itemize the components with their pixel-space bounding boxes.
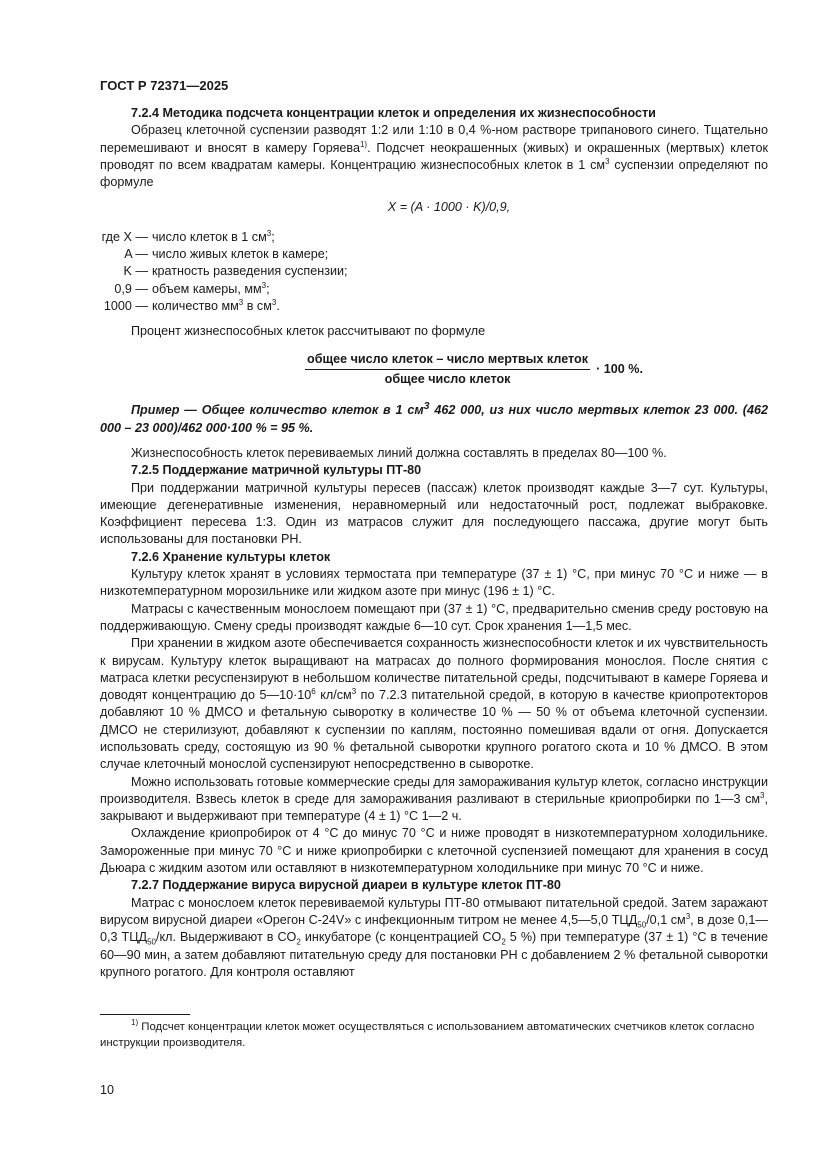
paragraph: Матрасы с качественным монослоем помещают при (37 ± 1) °С, предварительно сменив среду ростовую на поддерживающую. Смену среды производят каждые 6—10 сут. Срок хранения 1—1,5 мес. [100,601,768,633]
formula-concentration: X = (A · 1000 · K)/0,9, [387,200,511,215]
paragraph: Процент жизнеспособных клеток рассчитывают по формуле [131,324,486,339]
page-number: 10 [100,1083,115,1097]
fraction-multiplier: · 100 %. [596,361,643,376]
page-body [100,105,768,981]
paragraph: Можно использовать готовые коммерческие среды для замораживания культур клеток, согласно инструкции производителя. Взвесь клеток в среде для замораживания разливают в стерильные криопробирки по 1—3 $см^3$, закрывают и выдерживают при температуре (4 ± 1) °С 1—2 ч. [100,774,768,824]
definition-row: 0,9 — объем камеры, $мм^3$; [114,280,270,296]
fraction-numerator: общее число клеток – число мертвых клеток [305,351,590,370]
fraction-denominator: общее число клеток [384,371,511,386]
paragraph: Матрас с монослоем клеток перевиваемой культуры ПТ-80 отмывают питательной средой. Затем заражают вирусом вирусной диареи «Орегон С-24V» с инфекционным титром не менее 4,5—5,0 $ТЦД_{50}/0,1$ $см^3$, в дозе 0,1—0,3 $ТЦД_{50}/кл$. Выдерживают в $CO_2$ инкубаторе (с концентрацией $CO_2$ 5 %) при температуре (37 ± 1) °С в течение 60—90 мин, а затем добавляют питательную среду для постановки РН с добавлением 2 % фетальной сыворотки крупного рогатого. Для контроля оставляют [100,895,768,979]
paragraph: Культуру клеток хранят в условиях термостата при температуре (37 ± 1) °С, при минус 70 °С и ниже — в низкотемпературном морозильнике или жидком азоте при минус (196 ± 1) °С. [100,567,768,599]
document-header: ГОСТ Р 72371—2025 [100,78,229,93]
section-title-7-2-5: 7.2.5 Поддержание матричной культуры ПТ-80 [131,463,422,478]
section-title-7-2-7: 7.2.7 Поддержание вируса вирусной диареи в культуре клеток ПТ-80 [131,878,561,893]
definition-row: где X — число клеток в 1 $см^3$; [101,228,275,244]
footnote: $^{1)}$ Подсчет концентрации клеток может осуществляться с использованием автоматических счетчиков клеток согласно инструкции производителя. [100,1018,755,1049]
section-title-7-2-6: 7.2.6 Хранение культуры клеток [131,549,331,564]
paragraph: Охлаждение криопробирок от 4 °С до минус 70 °С и ниже проводят в низкотемпературном холодильнике. Замороженные при минус 70 °С и ниже криопробирки с клеточной суспензией помещают для хранения в сосуд Дьюара с жидким азотом или оставляют в низкотемпературном холодильнике при минус 70 °С и ниже. [100,826,768,876]
paragraph: При поддержании матричной культуры пересев (пассаж) клеток производят каждые 3—7 сут. Культуры, имеющие дегенеративные изменения, неравномерный или недостаточный рост, подлежат выбраковке. Коэффициент пересева 1:3. Один из матрасов служит для последующего пассажа, другие могут быть использованы для постановки РН. [100,480,768,547]
section-title-7-2-4: 7.2.4 Методика подсчета концентрации клеток и определения их жизнеспособности [131,106,656,120]
footnote-separator [100,1014,190,1015]
paragraph: Образец клеточной суспензии разводят 1:2 или 1:10 в 0,4 %-ном растворе трипанового синего. Тщательно перемешивают и вносят в камеру Горяева$^{1)}$. Подсчет неокрашенных (живых) и окрашенных (мертвых) клеток проводят по всем квадратам камеры. Концентрацию жизнеспособных клеток в 1 $см^3$ суспензии определяют по формуле [100,123,768,190]
formula-viability [180,351,768,389]
definition-row: K — кратность разведения суспензии; [123,264,348,279]
definition-row: 1000 — количество $мм^3$ в $см^3$. [103,297,280,313]
example-note: Пример — Общее количество клеток в 1 $см^3$ 462 000, из них число мертвых клеток 23 000. (462 000 – 23 000)/462 000·100 % = 95 %. [100,400,768,435]
footnote-ref[interactable]: 1) [359,139,368,149]
paragraph: При хранении в жидком азоте обеспечивается сохранность жизнеспособности клеток и их чувствительность к вирусам. Культуру клеток выращивают на матрасах до полного формирования монослоя. После снятия с матраса клетки ресуспензируют в небольшом количестве питательной среды, подсчитывают в камере Горяева и доводят концентрацию до $5—10\cdot 10^6$ $кл/см^3$ по 7.2.3 питательной средой, в которую в качестве криопротекторов добавляют 10 % ДМСО и фетальную сыворотку в количестве 10 % — 50 % от объема клеточной суспензии. ДМСО не стерилизуют, добавляют к суспензии по каплям, постоянно помешивая вдали от огня. Допускается использовать среду, состоящую из 90 % фетальной сыворотки крупного рогатого скота и 10 % ДМСО. В этом случае клеточный монослой суспензируют непосредственно в сыворотке. [100,636,769,772]
formula-definitions [100,229,768,315]
definition-row: A — число живых клеток в камере; [124,247,329,262]
paragraph: Жизнеспособность клеток перевиваемых линий должна составлять в пределах 80—100 %. [131,445,667,460]
